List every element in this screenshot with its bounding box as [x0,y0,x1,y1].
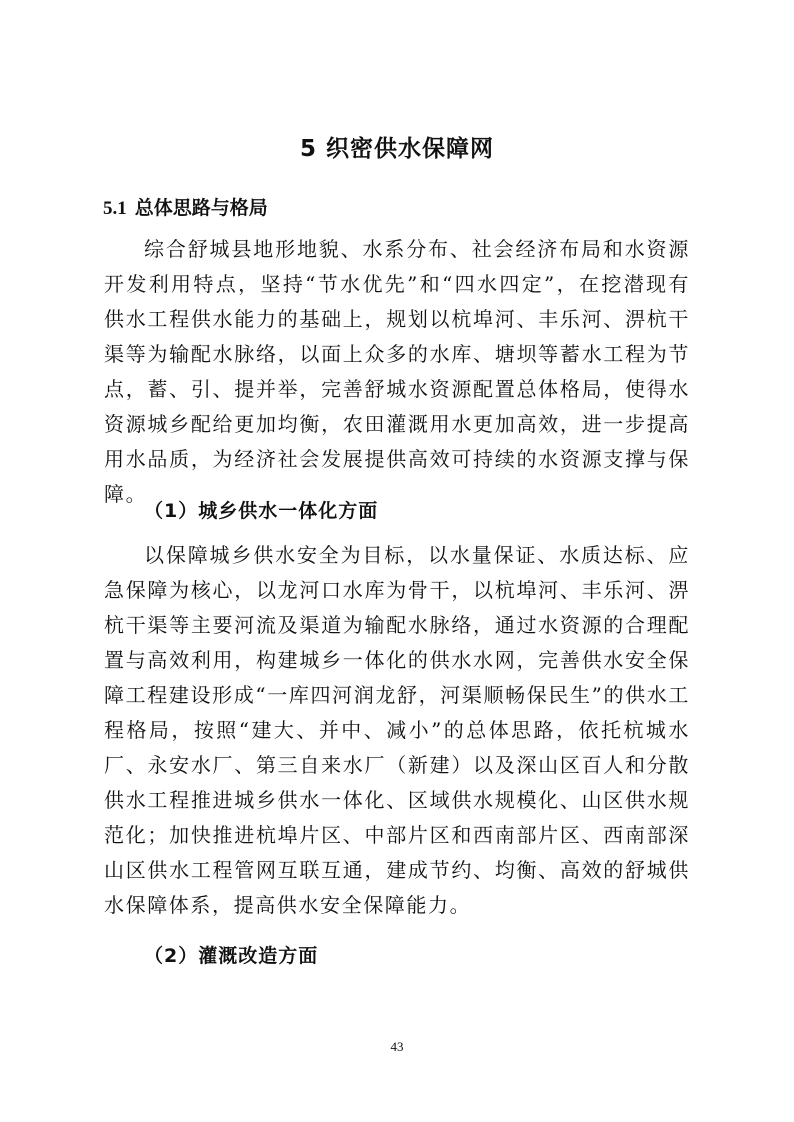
page-number: 43 [390,1039,404,1054]
subheading-irrigation-renovation: （2）灌溉改造方面 [144,945,319,967]
paragraph-urban-rural-water-supply: 以保障城乡供水安全为目标，以水量保证、水质达标、应急保障为核心，以龙河口水库为骨干，以杭埠河、丰乐河、淠杭干渠等主要河流及渠道为输配水脉络，通过水资源的合理配置与高效利用，构建城乡一体化的供水水网，完善供水安全保障工程建设形成“一库四河润龙舒，河渠顺畅保民生”的供水工程格局，按照“建大、并中、减小”的总体思路，依托杭城水厂、永安水厂、第三自来水厂（新建）以及深山区百人和分散供水工程推进城乡供水一体化、区域供水规模化、山区供水规范化；加快推进杭埠片区、中部片区和西南部片区、西南部深山区供水工程管网互联互通，建成节约、均衡、高效的舒城供水保障体系，提高供水安全保障能力。 [104,543,690,917]
chapter-title: 5 织密供水保障网 [299,136,494,162]
section-title: 总体思路与格局 [134,197,268,219]
section-number: 5.1 [103,198,127,219]
subheading-urban-rural-water-supply: （1）城乡供水一体化方面 [144,500,379,522]
paragraph-overall-approach: 综合舒城县地形地貌、水系分布、社会经济布局和水资源开发利用特点，坚持“节水优先”和“四水四定”，在挖潜现有供水工程供水能力的基础上，规划以杭埠河、丰乐河、淠杭干渠等为输配水脉络，以面上众多的水库、塘坝等蓄水工程为节点，蓄、引、提并举，完善舒城水资源配置总体格局，使得水资源城乡配给更加均衡，农田灌溉用水更加高效，进一步提高用水品质，为经济社会发展提供高效可持续的水资源支撑与保障。 [104,237,690,506]
section-heading [103,193,268,220]
